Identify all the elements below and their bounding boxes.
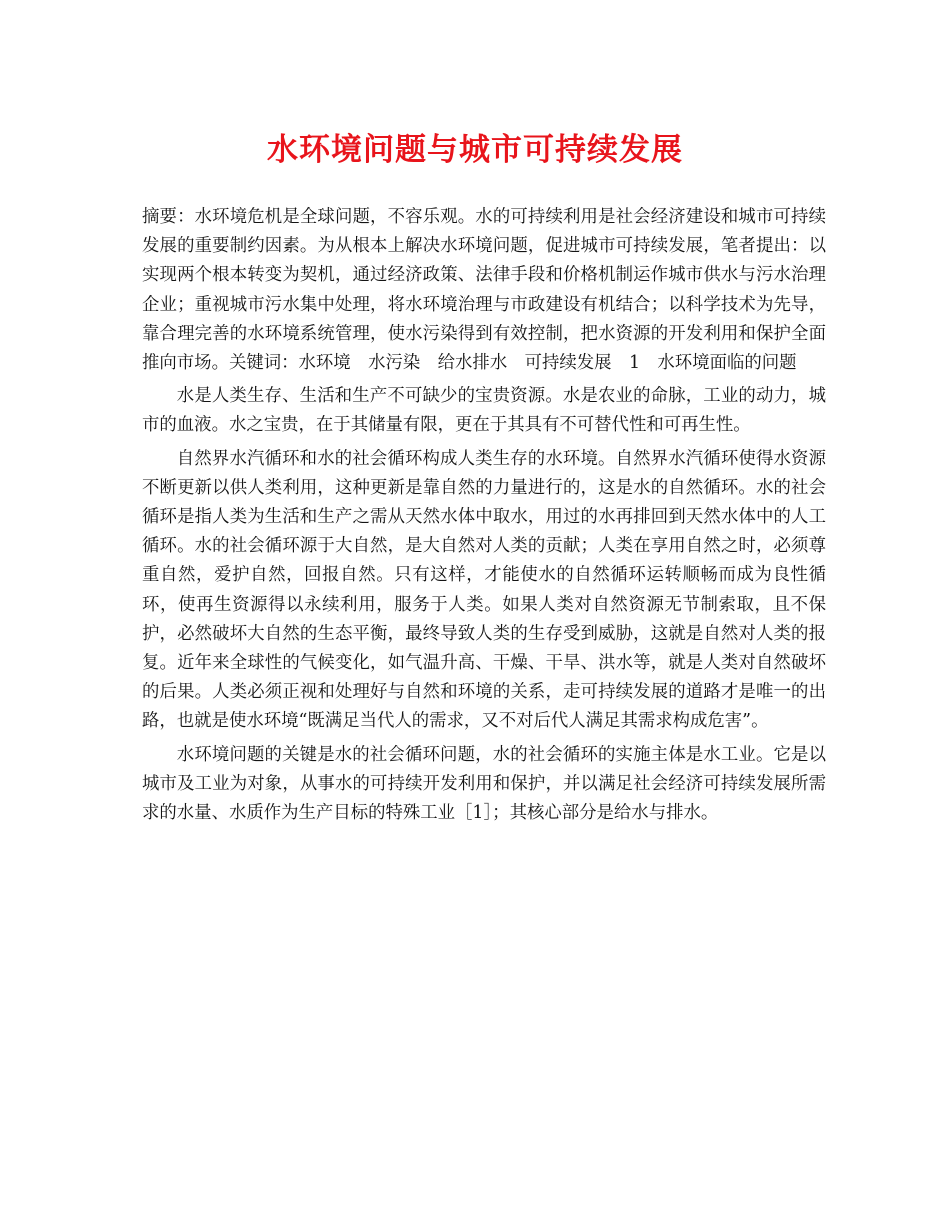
abstract-paragraph: 摘要：水环境危机是全球问题，不容乐观。水的可持续利用是社会经济建设和城市可持续发展的重要制约因素。为从根本上解决水环境问题，促进城市可持续发展，笔者提出：以实现两个根本转变为契机，通过经济政策、法律手段和价格机制运作城市供水与污水治理企业；重视城市污水集中处理，将水环境治理与市政建设有机结合；以科学技术为先导，靠合理完善的水环境系统管理，使水污染得到有效控制，把水资源的开发利用和保护全面推向市场。关键词：水环境 水污染 给水排水 可持续发展 1 水环境面临的问题 — [142, 207, 826, 374]
body-paragraph-2: 自然界水汽循环和水的社会循环构成人类生存的水环境。自然界水汽循环使得水资源不断更新以供人类利用，这种更新是靠自然的力量进行的，这是水的自然循环。水的社会循环是指人类为生活和生产之需从天然水体中取水，用过的水再排回到天然水体中的人工循环。水的社会循环源于大自然，是大自然对人类的贡献；人类在享用自然之时，必须尊重自然，爱护自然，回报自然。只有这样，才能使水的自然循环运转顺畅而成为良性循环，使再生资源得以永续利用，服务于人类。如果人类对自然资源无节制索取，且不保护，必然破坏大自然的生态平衡，最终导致人类的生存受到威胁，这就是自然对人类的报复。近年来全球性的气候变化，如气温升高、干燥、干旱、洪水等，就是人类对自然破坏的后果。人类必须正视和处理好与自然和环境的关系，走可持续发展的道路才是唯一的出路，也就是使水环境“既满足当代人的需求，又不对后代人满足其需求构成危害”。 — [142, 448, 826, 732]
document-body — [142, 203, 826, 832]
body-paragraph-3: 水环境问题的关键是水的社会循环问题，水的社会循环的实施主体是水工业。它是以城市及工业为对象，从事水的可持续开发利用和保护，并以满足社会经济可持续发展所需求的水量、水质作为生产目标的特殊工业［1］；其核心部分是给水与排水。 — [142, 744, 826, 824]
body-paragraph-1: 水是人类生存、生活和生产不可缺少的宝贵资源。水是农业的命脉，工业的动力，城市的血液。水之宝贵，在于其储量有限，更在于其具有不可替代性和可再生性。 — [142, 386, 826, 436]
document-title: 水环境问题与城市可持续发展 — [267, 132, 683, 168]
